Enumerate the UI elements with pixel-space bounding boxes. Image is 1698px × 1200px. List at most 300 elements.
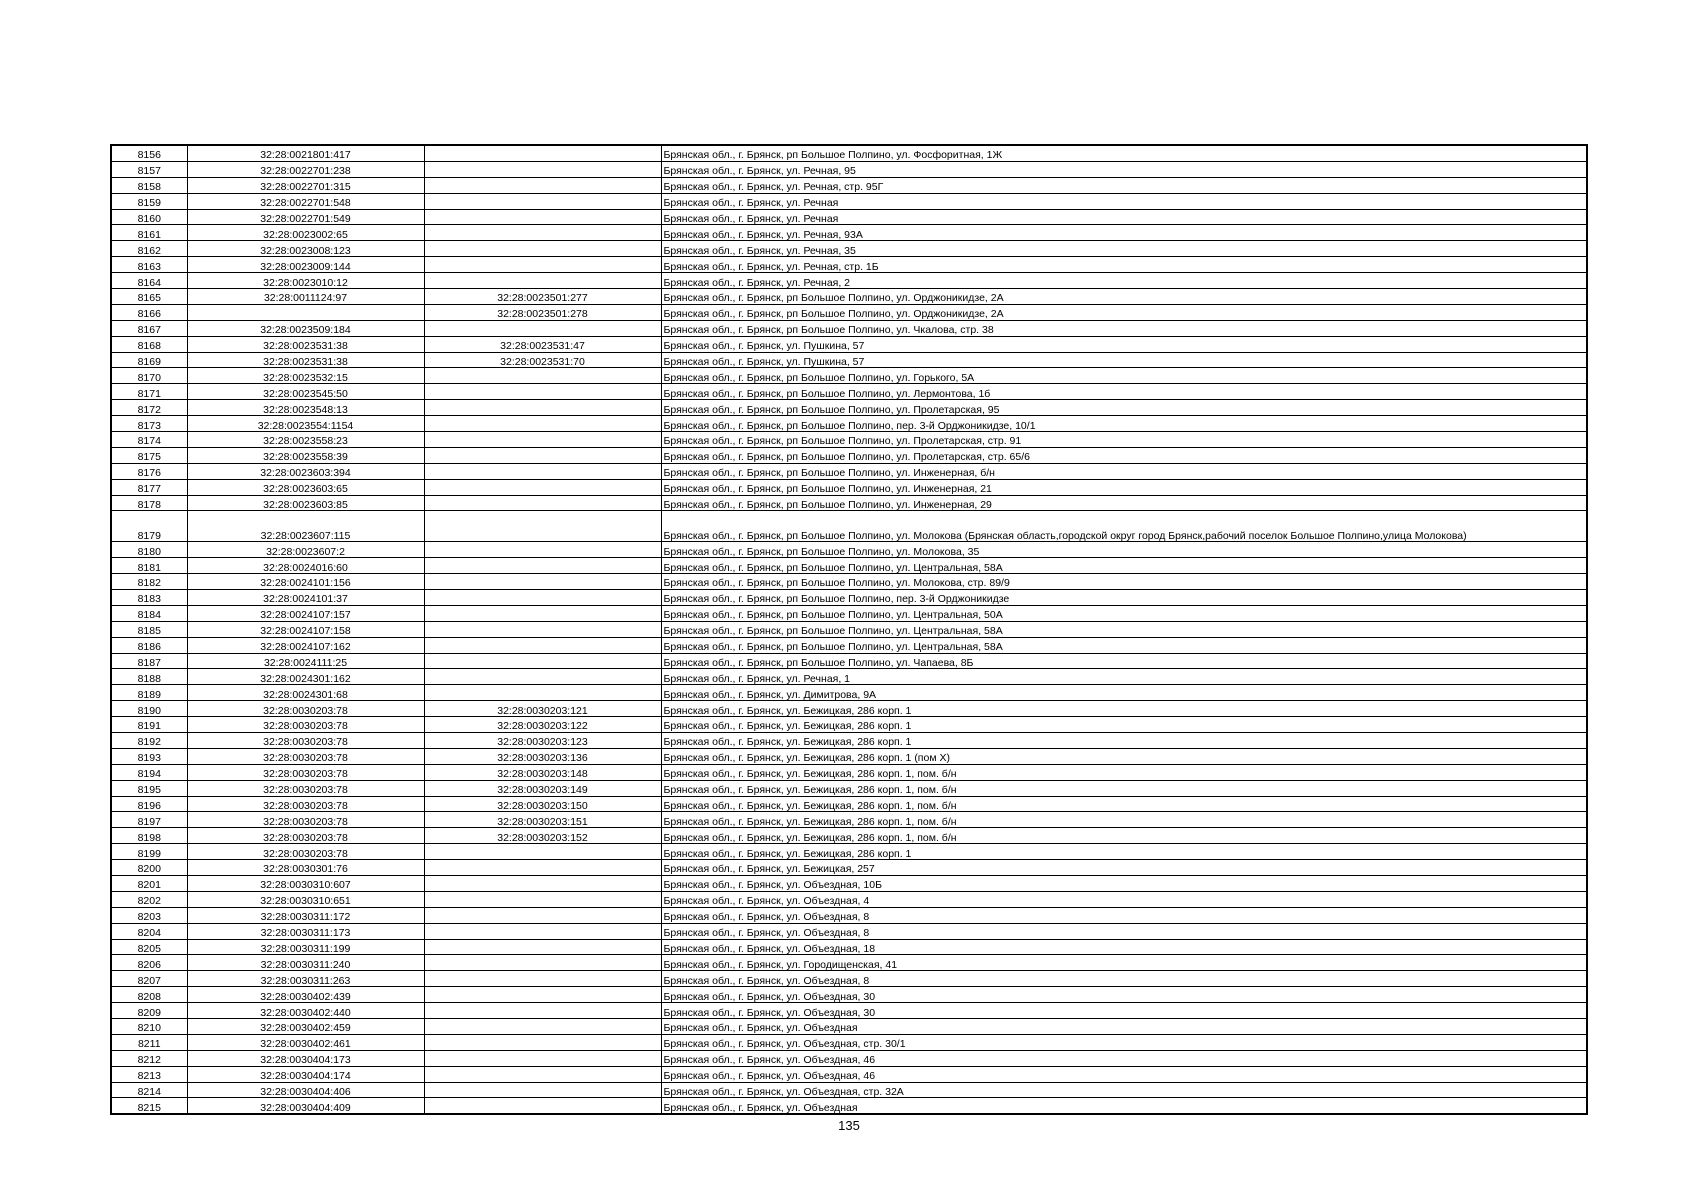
address-cell: Брянская обл., г. Брянск, ул. Бежицкая, 286 корп. 1, пом. б/н <box>661 796 1587 812</box>
record-number-cell: 8193 <box>111 748 187 764</box>
cadastral-number-cell: 32:28:0030203:78 <box>187 844 424 860</box>
table-row <box>111 796 1587 812</box>
address-cell: Брянская обл., г. Брянск, рп Большое Полпино, ул. Лермонтова, 1б <box>661 384 1587 400</box>
registry-table-body <box>111 145 1587 1114</box>
related-cadastral-number-cell <box>424 495 661 511</box>
cadastral-number-cell: 32:28:0030311:263 <box>187 971 424 987</box>
record-number-cell: 8165 <box>111 289 187 305</box>
address-cell: Брянская обл., г. Брянск, ул. Димитрова, 9А <box>661 685 1587 701</box>
cadastral-number-cell: 32:28:0030203:78 <box>187 748 424 764</box>
related-cadastral-number-cell: 32:28:0023501:278 <box>424 304 661 320</box>
table-row <box>111 463 1587 479</box>
table-row <box>111 193 1587 209</box>
table-row <box>111 542 1587 558</box>
related-cadastral-number-cell <box>424 1098 661 1114</box>
related-cadastral-number-cell <box>424 1082 661 1098</box>
cadastral-number-cell: 32:28:0023558:23 <box>187 432 424 448</box>
related-cadastral-number-cell <box>424 589 661 605</box>
table-row <box>111 939 1587 955</box>
related-cadastral-number-cell <box>424 225 661 241</box>
record-number-cell: 8182 <box>111 574 187 590</box>
cadastral-number-cell: 32:28:0024301:68 <box>187 685 424 701</box>
address-cell: Брянская обл., г. Брянск, ул. Речная, 95 <box>661 161 1587 177</box>
record-number-cell: 8168 <box>111 336 187 352</box>
address-cell: Брянская обл., г. Брянск, ул. Бежицкая, 286 корп. 1 <box>661 717 1587 733</box>
related-cadastral-number-cell <box>424 907 661 923</box>
table-row <box>111 589 1587 605</box>
record-number-cell: 8194 <box>111 764 187 780</box>
record-number-cell: 8185 <box>111 621 187 637</box>
address-cell: Брянская обл., г. Брянск, ул. Объездная, 8 <box>661 923 1587 939</box>
address-cell: Брянская обл., г. Брянск, ул. Объездная, 8 <box>661 907 1587 923</box>
related-cadastral-number-cell <box>424 891 661 907</box>
record-number-cell: 8209 <box>111 1003 187 1019</box>
address-cell: Брянская обл., г. Брянск, ул. Объездная <box>661 1019 1587 1035</box>
record-number-cell: 8183 <box>111 589 187 605</box>
cadastral-number-cell: 32:28:0023603:85 <box>187 495 424 511</box>
table-row <box>111 828 1587 844</box>
record-number-cell: 8211 <box>111 1034 187 1050</box>
address-cell: Брянская обл., г. Брянск, рп Большое Полпино, ул. Молокова, 35 <box>661 542 1587 558</box>
address-cell: Брянская обл., г. Брянск, ул. Бежицкая, 286 корп. 1, пом. б/н <box>661 764 1587 780</box>
related-cadastral-number-cell: 32:28:0030203:149 <box>424 780 661 796</box>
address-cell: Брянская обл., г. Брянск, ул. Бежицкая, 286 корп. 1, пом. б/н <box>661 780 1587 796</box>
related-cadastral-number-cell <box>424 621 661 637</box>
cadastral-number-cell: 32:28:0024107:158 <box>187 621 424 637</box>
record-number-cell: 8210 <box>111 1019 187 1035</box>
record-number-cell: 8170 <box>111 368 187 384</box>
address-cell: Брянская обл., г. Брянск, ул. Бежицкая, 286 корп. 1 <box>661 701 1587 717</box>
table-row <box>111 875 1587 891</box>
related-cadastral-number-cell <box>424 669 661 685</box>
table-row <box>111 320 1587 336</box>
table-row <box>111 780 1587 796</box>
record-number-cell: 8213 <box>111 1066 187 1082</box>
cadastral-number-cell: 32:28:0023008:123 <box>187 241 424 257</box>
related-cadastral-number-cell: 32:28:0030203:121 <box>424 701 661 717</box>
related-cadastral-number-cell <box>424 273 661 289</box>
record-number-cell: 8179 <box>111 511 187 542</box>
record-number-cell: 8181 <box>111 558 187 574</box>
cadastral-number-cell: 32:28:0030203:78 <box>187 732 424 748</box>
table-row <box>111 257 1587 273</box>
table-row <box>111 447 1587 463</box>
address-cell: Брянская обл., г. Брянск, рп Большое Полпино, пер. 3-й Орджоникидзе <box>661 589 1587 605</box>
address-cell: Брянская обл., г. Брянск, ул. Бежицкая, 286 корп. 1 (пом X) <box>661 748 1587 764</box>
record-number-cell: 8178 <box>111 495 187 511</box>
cadastral-number-cell: 32:28:0030402:439 <box>187 987 424 1003</box>
table-row <box>111 764 1587 780</box>
cadastral-number-cell: 32:28:0011124:97 <box>187 289 424 305</box>
registry-table <box>110 144 1588 1115</box>
address-cell: Брянская обл., г. Брянск, ул. Бежицкая, 286 корп. 1, пом. б/н <box>661 812 1587 828</box>
related-cadastral-number-cell <box>424 605 661 621</box>
cadastral-number-cell: 32:28:0030203:78 <box>187 717 424 733</box>
address-cell: Брянская обл., г. Брянск, ул. Объездная, 30 <box>661 987 1587 1003</box>
record-number-cell: 8177 <box>111 479 187 495</box>
address-cell: Брянская обл., г. Брянск, ул. Речная, 1 <box>661 669 1587 685</box>
related-cadastral-number-cell: 32:28:0023531:47 <box>424 336 661 352</box>
address-cell: Брянская обл., г. Брянск, ул. Речная, стр. 95Г <box>661 177 1587 193</box>
address-cell: Брянская обл., г. Брянск, рп Большое Полпино, ул. Молокова, стр. 89/9 <box>661 574 1587 590</box>
cadastral-number-cell: 32:28:0030404:406 <box>187 1082 424 1098</box>
address-cell: Брянская обл., г. Брянск, ул. Объездная, 8 <box>661 971 1587 987</box>
related-cadastral-number-cell <box>424 844 661 860</box>
related-cadastral-number-cell <box>424 875 661 891</box>
cadastral-number-cell: 32:28:0023603:394 <box>187 463 424 479</box>
cadastral-number-cell: 32:28:0023603:65 <box>187 479 424 495</box>
cadastral-number-cell: 32:28:0024111:25 <box>187 653 424 669</box>
page-number: 135 <box>838 1118 860 1133</box>
related-cadastral-number-cell <box>424 955 661 971</box>
address-cell: Брянская обл., г. Брянск, ул. Объездная, 4 <box>661 891 1587 907</box>
related-cadastral-number-cell <box>424 637 661 653</box>
record-number-cell: 8171 <box>111 384 187 400</box>
related-cadastral-number-cell <box>424 145 661 161</box>
table-row <box>111 145 1587 161</box>
record-number-cell: 8208 <box>111 987 187 1003</box>
related-cadastral-number-cell: 32:28:0030203:150 <box>424 796 661 812</box>
record-number-cell: 8158 <box>111 177 187 193</box>
cadastral-number-cell: 32:28:0030311:173 <box>187 923 424 939</box>
record-number-cell: 8197 <box>111 812 187 828</box>
address-cell: Брянская обл., г. Брянск, ул. Бежицкая, 257 <box>661 860 1587 876</box>
cadastral-number-cell: 32:28:0024101:37 <box>187 589 424 605</box>
cadastral-number-cell: 32:28:0023010:12 <box>187 273 424 289</box>
related-cadastral-number-cell <box>424 574 661 590</box>
cadastral-number-cell: 32:28:0024016:60 <box>187 558 424 574</box>
record-number-cell: 8187 <box>111 653 187 669</box>
related-cadastral-number-cell: 32:28:0030203:148 <box>424 764 661 780</box>
table-row <box>111 558 1587 574</box>
table-row <box>111 1050 1587 1066</box>
cadastral-number-cell: 32:28:0023607:2 <box>187 542 424 558</box>
cadastral-number-cell <box>187 304 424 320</box>
related-cadastral-number-cell <box>424 511 661 542</box>
table-row <box>111 812 1587 828</box>
record-number-cell: 8204 <box>111 923 187 939</box>
cadastral-number-cell: 32:28:0023558:39 <box>187 447 424 463</box>
related-cadastral-number-cell <box>424 320 661 336</box>
table-row <box>111 717 1587 733</box>
record-number-cell: 8184 <box>111 605 187 621</box>
related-cadastral-number-cell <box>424 479 661 495</box>
table-row <box>111 161 1587 177</box>
table-row <box>111 1098 1587 1114</box>
record-number-cell: 8212 <box>111 1050 187 1066</box>
address-cell: Брянская обл., г. Брянск, рп Большое Полпино, ул. Пролетарская, 95 <box>661 400 1587 416</box>
cadastral-number-cell: 32:28:0024101:156 <box>187 574 424 590</box>
related-cadastral-number-cell <box>424 558 661 574</box>
cadastral-number-cell: 32:28:0030301:76 <box>187 860 424 876</box>
related-cadastral-number-cell: 32:28:0023531:70 <box>424 352 661 368</box>
related-cadastral-number-cell <box>424 416 661 432</box>
record-number-cell: 8173 <box>111 416 187 432</box>
record-number-cell: 8157 <box>111 161 187 177</box>
address-cell: Брянская обл., г. Брянск, ул. Объездная, стр. 32А <box>661 1082 1587 1098</box>
table-row <box>111 955 1587 971</box>
table-row <box>111 605 1587 621</box>
record-number-cell: 8207 <box>111 971 187 987</box>
related-cadastral-number-cell: 32:28:0030203:152 <box>424 828 661 844</box>
table-row <box>111 432 1587 448</box>
table-row <box>111 1003 1587 1019</box>
table-row <box>111 479 1587 495</box>
address-cell: Брянская обл., г. Брянск, рп Большое Полпино, ул. Центральная, 50А <box>661 605 1587 621</box>
related-cadastral-number-cell: 32:28:0030203:122 <box>424 717 661 733</box>
record-number-cell: 8198 <box>111 828 187 844</box>
related-cadastral-number-cell: 32:28:0023501:277 <box>424 289 661 305</box>
cadastral-number-cell: 32:28:0023002:65 <box>187 225 424 241</box>
cadastral-number-cell: 32:28:0030203:78 <box>187 780 424 796</box>
cadastral-number-cell: 32:28:0023531:38 <box>187 352 424 368</box>
related-cadastral-number-cell <box>424 1034 661 1050</box>
address-cell: Брянская обл., г. Брянск, ул. Речная <box>661 193 1587 209</box>
cadastral-number-cell: 32:28:0023509:184 <box>187 320 424 336</box>
record-number-cell: 8175 <box>111 447 187 463</box>
cadastral-number-cell: 32:28:0024107:162 <box>187 637 424 653</box>
related-cadastral-number-cell <box>424 1019 661 1035</box>
address-cell: Брянская обл., г. Брянск, рп Большое Полпино, ул. Инженерная, б/н <box>661 463 1587 479</box>
cadastral-number-cell: 32:28:0030310:651 <box>187 891 424 907</box>
table-row <box>111 177 1587 193</box>
cadastral-number-cell: 32:28:0022701:238 <box>187 161 424 177</box>
address-cell: Брянская обл., г. Брянск, ул. Речная, 93А <box>661 225 1587 241</box>
address-cell: Брянская обл., г. Брянск, рп Большое Полпино, ул. Пролетарская, стр. 65/6 <box>661 447 1587 463</box>
related-cadastral-number-cell <box>424 177 661 193</box>
cadastral-number-cell: 32:28:0021801:417 <box>187 145 424 161</box>
record-number-cell: 8174 <box>111 432 187 448</box>
table-row <box>111 400 1587 416</box>
cadastral-number-cell: 32:28:0023607:115 <box>187 511 424 542</box>
table-row <box>111 289 1587 305</box>
record-number-cell: 8186 <box>111 637 187 653</box>
related-cadastral-number-cell <box>424 447 661 463</box>
cadastral-number-cell: 32:28:0023532:15 <box>187 368 424 384</box>
address-cell: Брянская обл., г. Брянск, рп Большое Полпино, ул. Центральная, 58А <box>661 637 1587 653</box>
related-cadastral-number-cell <box>424 1003 661 1019</box>
related-cadastral-number-cell <box>424 257 661 273</box>
address-cell: Брянская обл., г. Брянск, рп Большое Полпино, пер. 3-й Орджоникидзе, 10/1 <box>661 416 1587 432</box>
cadastral-number-cell: 32:28:0023531:38 <box>187 336 424 352</box>
cadastral-number-cell: 32:28:0022701:549 <box>187 209 424 225</box>
cadastral-number-cell: 32:28:0030311:172 <box>187 907 424 923</box>
table-row <box>111 987 1587 1003</box>
address-cell: Брянская обл., г. Брянск, рп Большое Полпино, ул. Чкалова, стр. 38 <box>661 320 1587 336</box>
address-cell: Брянская обл., г. Брянск, ул. Объездная, 10Б <box>661 875 1587 891</box>
record-number-cell: 8169 <box>111 352 187 368</box>
cadastral-number-cell: 32:28:0023554:1154 <box>187 416 424 432</box>
address-cell: Брянская обл., г. Брянск, рп Большое Полпино, ул. Центральная, 58А <box>661 558 1587 574</box>
address-cell: Брянская обл., г. Брянск, рп Большое Полпино, ул. Центральная, 58А <box>661 621 1587 637</box>
record-number-cell: 8196 <box>111 796 187 812</box>
record-number-cell: 8206 <box>111 955 187 971</box>
record-number-cell: 8202 <box>111 891 187 907</box>
table-row <box>111 1019 1587 1035</box>
address-cell: Брянская обл., г. Брянск, ул. Объездная, 46 <box>661 1050 1587 1066</box>
cadastral-number-cell: 32:28:0030311:199 <box>187 939 424 955</box>
related-cadastral-number-cell <box>424 400 661 416</box>
cadastral-number-cell: 32:28:0030203:78 <box>187 828 424 844</box>
record-number-cell: 8172 <box>111 400 187 416</box>
related-cadastral-number-cell: 32:28:0030203:151 <box>424 812 661 828</box>
related-cadastral-number-cell <box>424 860 661 876</box>
table-row <box>111 368 1587 384</box>
cadastral-number-cell: 32:28:0030404:409 <box>187 1098 424 1114</box>
address-cell: Брянская обл., г. Брянск, ул. Бежицкая, 286 корп. 1, пом. б/н <box>661 828 1587 844</box>
record-number-cell: 8160 <box>111 209 187 225</box>
table-row <box>111 384 1587 400</box>
cadastral-number-cell: 32:28:0023009:144 <box>187 257 424 273</box>
related-cadastral-number-cell <box>424 432 661 448</box>
record-number-cell: 8201 <box>111 875 187 891</box>
address-cell: Брянская обл., г. Брянск, ул. Объездная, 46 <box>661 1066 1587 1082</box>
related-cadastral-number-cell: 32:28:0030203:123 <box>424 732 661 748</box>
related-cadastral-number-cell: 32:28:0030203:136 <box>424 748 661 764</box>
record-number-cell: 8199 <box>111 844 187 860</box>
cadastral-number-cell: 32:28:0030203:78 <box>187 796 424 812</box>
cadastral-number-cell: 32:28:0030203:78 <box>187 764 424 780</box>
related-cadastral-number-cell <box>424 384 661 400</box>
cadastral-number-cell: 32:28:0023545:50 <box>187 384 424 400</box>
cadastral-number-cell: 32:28:0030404:174 <box>187 1066 424 1082</box>
table-row <box>111 1082 1587 1098</box>
table-row <box>111 844 1587 860</box>
table-row <box>111 732 1587 748</box>
table-row <box>111 304 1587 320</box>
record-number-cell: 8188 <box>111 669 187 685</box>
address-cell: Брянская обл., г. Брянск, ул. Речная, стр. 1Б <box>661 257 1587 273</box>
table-row <box>111 209 1587 225</box>
cadastral-number-cell: 32:28:0024107:157 <box>187 605 424 621</box>
address-cell: Брянская обл., г. Брянск, ул. Объездная, 30 <box>661 1003 1587 1019</box>
related-cadastral-number-cell <box>424 193 661 209</box>
record-number-cell: 8180 <box>111 542 187 558</box>
record-number-cell: 8189 <box>111 685 187 701</box>
cadastral-number-cell: 32:28:0023548:13 <box>187 400 424 416</box>
table-row <box>111 273 1587 289</box>
record-number-cell: 8164 <box>111 273 187 289</box>
address-cell: Брянская обл., г. Брянск, ул. Объездная, стр. 30/1 <box>661 1034 1587 1050</box>
table-row <box>111 416 1587 432</box>
record-number-cell: 8214 <box>111 1082 187 1098</box>
related-cadastral-number-cell <box>424 1066 661 1082</box>
table-row <box>111 971 1587 987</box>
record-number-cell: 8195 <box>111 780 187 796</box>
address-cell: Брянская обл., г. Брянск, ул. Речная, 35 <box>661 241 1587 257</box>
record-number-cell: 8156 <box>111 145 187 161</box>
table-row <box>111 225 1587 241</box>
related-cadastral-number-cell <box>424 542 661 558</box>
cadastral-number-cell: 32:28:0030402:459 <box>187 1019 424 1035</box>
table-row <box>111 352 1587 368</box>
related-cadastral-number-cell <box>424 241 661 257</box>
cadastral-number-cell: 32:28:0030402:440 <box>187 1003 424 1019</box>
table-row <box>111 923 1587 939</box>
related-cadastral-number-cell <box>424 971 661 987</box>
address-cell: Брянская обл., г. Брянск, ул. Бежицкая, 286 корп. 1 <box>661 844 1587 860</box>
record-number-cell: 8192 <box>111 732 187 748</box>
address-cell: Брянская обл., г. Брянск, рп Большое Полпино, ул. Инженерная, 21 <box>661 479 1587 495</box>
address-cell: Брянская обл., г. Брянск, рп Большое Полпино, ул. Орджоникидзе, 2А <box>661 289 1587 305</box>
cadastral-number-cell: 32:28:0030203:78 <box>187 812 424 828</box>
related-cadastral-number-cell <box>424 161 661 177</box>
cadastral-number-cell: 32:28:0022701:548 <box>187 193 424 209</box>
related-cadastral-number-cell <box>424 1050 661 1066</box>
record-number-cell: 8200 <box>111 860 187 876</box>
cadastral-number-cell: 32:28:0024301:162 <box>187 669 424 685</box>
related-cadastral-number-cell <box>424 939 661 955</box>
record-number-cell: 8163 <box>111 257 187 273</box>
record-number-cell: 8176 <box>111 463 187 479</box>
record-number-cell: 8162 <box>111 241 187 257</box>
table-row <box>111 860 1587 876</box>
table-row <box>111 1066 1587 1082</box>
related-cadastral-number-cell <box>424 987 661 1003</box>
related-cadastral-number-cell <box>424 209 661 225</box>
record-number-cell: 8215 <box>111 1098 187 1114</box>
table-row <box>111 621 1587 637</box>
address-cell: Брянская обл., г. Брянск, ул. Объездная, 18 <box>661 939 1587 955</box>
record-number-cell: 8167 <box>111 320 187 336</box>
address-cell: Брянская обл., г. Брянск, ул. Объездная <box>661 1098 1587 1114</box>
table-row <box>111 1034 1587 1050</box>
address-cell: Брянская обл., г. Брянск, рп Большое Полпино, ул. Горького, 5А <box>661 368 1587 384</box>
related-cadastral-number-cell <box>424 463 661 479</box>
address-cell: Брянская обл., г. Брянск, рп Большое Полпино, ул. Молокова (Брянская область,городской округ город Брянск,рабочий поселок Большое Полпино,улица Молокова) <box>661 511 1587 542</box>
table-row <box>111 907 1587 923</box>
record-number-cell: 8166 <box>111 304 187 320</box>
table-row <box>111 748 1587 764</box>
address-cell: Брянская обл., г. Брянск, ул. Речная <box>661 209 1587 225</box>
address-cell: Брянская обл., г. Брянск, ул. Городищенская, 41 <box>661 955 1587 971</box>
record-number-cell: 8203 <box>111 907 187 923</box>
related-cadastral-number-cell <box>424 368 661 384</box>
cadastral-number-cell: 32:28:0030404:173 <box>187 1050 424 1066</box>
address-cell: Брянская обл., г. Брянск, рп Большое Полпино, ул. Пролетарская, стр. 91 <box>661 432 1587 448</box>
table-row <box>111 685 1587 701</box>
record-number-cell: 8159 <box>111 193 187 209</box>
table-row <box>111 574 1587 590</box>
table-row <box>111 891 1587 907</box>
address-cell: Брянская обл., г. Брянск, рп Большое Полпино, ул. Инженерная, 29 <box>661 495 1587 511</box>
address-cell: Брянская обл., г. Брянск, ул. Пушкина, 57 <box>661 336 1587 352</box>
cadastral-number-cell: 32:28:0030402:461 <box>187 1034 424 1050</box>
address-cell: Брянская обл., г. Брянск, рп Большое Полпино, ул. Орджоникидзе, 2А <box>661 304 1587 320</box>
record-number-cell: 8205 <box>111 939 187 955</box>
related-cadastral-number-cell <box>424 923 661 939</box>
address-cell: Брянская обл., г. Брянск, ул. Речная, 2 <box>661 273 1587 289</box>
cadastral-number-cell: 32:28:0030311:240 <box>187 955 424 971</box>
address-cell: Брянская обл., г. Брянск, рп Большое Полпино, ул. Чапаева, 8Б <box>661 653 1587 669</box>
cadastral-number-cell: 32:28:0022701:315 <box>187 177 424 193</box>
address-cell: Брянская обл., г. Брянск, рп Большое Полпино, ул. Фосфоритная, 1Ж <box>661 145 1587 161</box>
cadastral-number-cell: 32:28:0030310:607 <box>187 875 424 891</box>
table-row <box>111 669 1587 685</box>
cadastral-number-cell: 32:28:0030203:78 <box>187 701 424 717</box>
related-cadastral-number-cell <box>424 653 661 669</box>
address-cell: Брянская обл., г. Брянск, ул. Пушкина, 57 <box>661 352 1587 368</box>
table-row <box>111 241 1587 257</box>
table-row <box>111 336 1587 352</box>
table-row <box>111 637 1587 653</box>
related-cadastral-number-cell <box>424 685 661 701</box>
address-cell: Брянская обл., г. Брянск, ул. Бежицкая, 286 корп. 1 <box>661 732 1587 748</box>
table-row <box>111 495 1587 511</box>
table-row <box>111 653 1587 669</box>
table-row <box>111 511 1587 542</box>
table-row <box>111 701 1587 717</box>
